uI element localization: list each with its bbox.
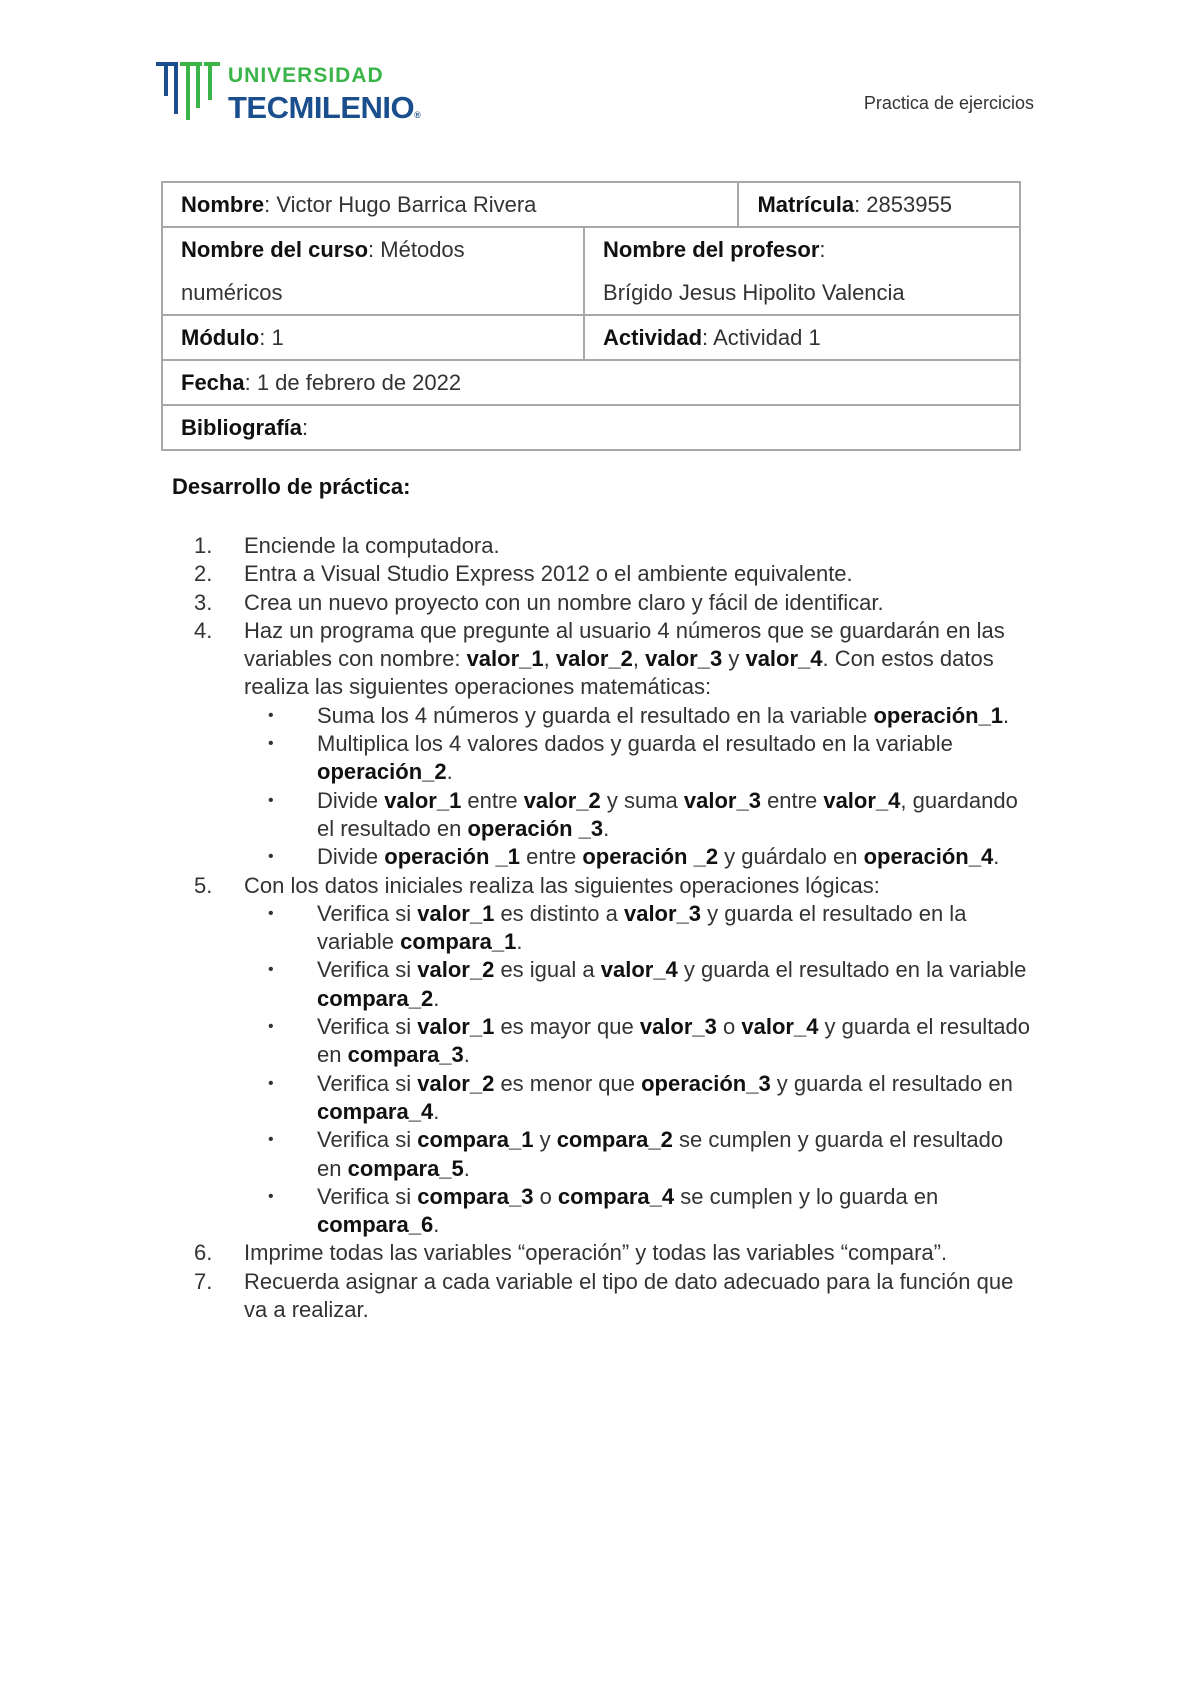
variable-name: valor_1 [417, 900, 495, 926]
matricula-value: 2853955 [866, 192, 952, 217]
modulo-label: Módulo [181, 325, 260, 350]
text-run: se cumplen y guarda el resultado en [317, 1127, 1004, 1181]
practice-section [172, 472, 1032, 1324]
curso-cell: Nombre del curso: Métodos numéricos [162, 227, 584, 315]
text-run: entre [519, 844, 583, 870]
bullet-icon: • [268, 961, 274, 979]
bullet-icon: • [268, 904, 274, 922]
list-item [172, 1268, 1032, 1325]
text-run: . [463, 1042, 470, 1068]
actividad-cell: Actividad: Actividad 1 [584, 315, 1020, 360]
list-item [172, 956, 1032, 1013]
step-text: Recuerda asignar a cada variable el tipo de dato adecuado para la función que va a realizar. [244, 1268, 1014, 1323]
modulo-value: 1 [271, 325, 284, 350]
table-row [162, 315, 1020, 360]
variable-name: valor_2 [417, 1070, 495, 1096]
variable-name: valor_3 [623, 900, 702, 926]
logo-line-2 [228, 90, 420, 126]
variable-name: compara_1 [400, 929, 517, 955]
text-run: Verifica si [317, 957, 418, 983]
text-run: y [722, 646, 746, 672]
math-operations-list [244, 702, 1032, 872]
list-item [172, 843, 1032, 871]
variable-name: valor_1 [466, 646, 544, 672]
text-run: Verifica si [317, 1183, 418, 1209]
step-number: 1. [194, 533, 213, 558]
text-run: . [1003, 702, 1010, 728]
variable-name: valor_1 [384, 787, 462, 813]
logo-line-2-text: TECMILENIO [228, 90, 415, 125]
list-item [172, 617, 1032, 872]
text-run: y [533, 1127, 557, 1153]
variable-name: compara_4 [557, 1183, 675, 1209]
variable-name: valor_4 [745, 646, 823, 672]
list-item [172, 1183, 1032, 1240]
step-number: 3. [194, 589, 213, 615]
nombre-value: Victor Hugo Barrica Rivera [276, 192, 537, 217]
table-row [162, 182, 1020, 227]
variable-name: compara_1 [417, 1127, 534, 1153]
profesor-value: Brígido Jesus Hipolito Valencia [603, 280, 905, 305]
variable-name: compara_6 [317, 1212, 434, 1238]
text-run: y guarda el resultado en la variable [317, 900, 967, 955]
text-run: y guarda el resultado en la variable [677, 957, 1027, 983]
text-run: . [463, 1155, 470, 1181]
step-text: Crea un nuevo proyecto con un nombre claro y fácil de identificar. [244, 589, 884, 615]
step-text: Con los datos iniciales realiza las siguientes operaciones lógicas: [244, 872, 880, 898]
text-run: es distinto a [494, 900, 624, 926]
text-run: , [543, 646, 556, 672]
variable-name: operación _2 [582, 844, 719, 870]
step-number: 7. [194, 1268, 213, 1294]
list-item [172, 702, 1032, 730]
variable-name: operación_3 [641, 1070, 771, 1096]
step-text [244, 618, 1005, 700]
matricula-cell: Matrícula: 2853955 [738, 182, 1020, 227]
text-run: Verifica si [317, 1127, 418, 1153]
fecha-cell: Fecha: 1 de febrero de 2022 [162, 360, 1020, 405]
list-item [172, 1126, 1032, 1183]
curso-value: Métodos numéricos [181, 237, 465, 305]
list-item [172, 532, 1032, 560]
step-text: Imprime todas las variables “operación” y todas las variables “compara”. [244, 1240, 948, 1266]
text-run: Divide [317, 787, 385, 813]
variable-name: operación _3 [467, 815, 604, 841]
step-number: 4. [194, 617, 213, 643]
text-run: o [533, 1183, 558, 1209]
profesor-label: Nombre del profesor [603, 237, 820, 262]
step-number: 2. [194, 561, 213, 587]
variable-name: operación_1 [873, 702, 1004, 728]
list-item [172, 1070, 1032, 1127]
university-logo [156, 60, 456, 126]
text-run: , guardando el resultado en [317, 787, 1018, 841]
text-run: o [716, 1014, 742, 1040]
list-item [172, 872, 1032, 1240]
text-run: Verifica si [317, 1014, 418, 1040]
profesor-cell: Nombre del profesor: Brígido Jesus Hipolito Valencia [584, 227, 1020, 315]
text-run: Multiplica los 4 valores dados y guarda el resultado en la variable [317, 731, 953, 757]
steps-list [172, 532, 1032, 1324]
list-item [172, 787, 1032, 844]
text-run: . [993, 844, 1000, 870]
step-number: 6. [194, 1240, 213, 1266]
text-run: y guarda el resultado en [770, 1070, 1013, 1096]
text-run: es mayor que [494, 1014, 640, 1040]
text-run: . Con estos datos realiza las siguientes operaciones matemáticas: [244, 646, 994, 700]
variable-name: compara_5 [347, 1155, 464, 1181]
variable-name: valor_3 [639, 1014, 717, 1040]
variable-name: valor_4 [741, 1014, 819, 1040]
text-run: y suma [600, 787, 684, 813]
variable-name: compara_2 [317, 985, 434, 1011]
text-run: es igual a [494, 957, 601, 983]
bibliografia-label: Bibliografía [181, 415, 303, 440]
table-row [162, 227, 1020, 315]
variable-name: valor_2 [523, 787, 601, 813]
text-run: . [446, 759, 453, 785]
text-run: entre [760, 787, 824, 813]
step-number: 5. [194, 872, 213, 898]
variable-name: valor_1 [417, 1014, 495, 1040]
text-run: y guárdalo en [718, 844, 864, 870]
text-run: . [433, 1098, 440, 1124]
text-run: . [433, 985, 440, 1011]
actividad-value: Actividad 1 [713, 325, 821, 350]
variable-name: valor_3 [683, 787, 761, 813]
curso-label: Nombre del curso [181, 237, 369, 262]
text-run: . [516, 929, 523, 955]
variable-name: valor_4 [823, 787, 901, 813]
matricula-label: Matrícula [757, 192, 855, 217]
variable-name: valor_2 [417, 957, 495, 983]
text-run: y guarda el resultado en [317, 1014, 1031, 1068]
logo-registered-mark: ® [414, 110, 421, 120]
text-run: Suma los 4 números y guarda el resultado en la variable [317, 702, 874, 728]
text-run: Divide [317, 844, 385, 870]
variable-name: compara_2 [556, 1127, 673, 1153]
step-text: Enciende la computadora. [244, 533, 500, 558]
list-item [172, 1013, 1032, 1070]
bullet-icon: • [268, 1187, 274, 1205]
text-run: Haz un programa que pregunte al usuario 4 números que se guardarán en las variables con nombre: [244, 617, 1005, 672]
list-item [172, 589, 1032, 617]
table-row [162, 360, 1020, 405]
fecha-label: Fecha [181, 370, 245, 395]
variable-name: valor_4 [600, 957, 678, 983]
text-run: . [433, 1212, 440, 1238]
text-run: Verifica si [317, 1070, 418, 1096]
table-row [162, 405, 1020, 450]
text-run: . [603, 815, 610, 841]
variable-name: valor_3 [645, 646, 723, 672]
text-run: es menor que [494, 1070, 642, 1096]
nombre-cell: Nombre: Victor Hugo Barrica Rivera [162, 182, 738, 227]
fecha-value: 1 de febrero de 2022 [256, 370, 462, 395]
text-run: entre [461, 787, 524, 813]
variable-name: compara_3 [347, 1042, 464, 1068]
list-item [172, 1239, 1032, 1267]
variable-name: compara_3 [417, 1183, 534, 1209]
tecmilenio-logo-icon [156, 62, 220, 122]
bullet-icon: • [268, 1131, 274, 1149]
nombre-label: Nombre [181, 192, 265, 217]
bibliografia-cell: Bibliografía: [162, 405, 1020, 450]
actividad-label: Actividad [603, 325, 703, 350]
variable-name: valor_2 [555, 646, 633, 672]
section-title: Desarrollo de práctica: [172, 474, 411, 499]
bullet-icon: • [268, 706, 274, 724]
variable-name: operación _1 [384, 844, 520, 870]
bullet-icon: • [268, 791, 274, 809]
text-run: Verifica si [317, 900, 418, 926]
bullet-icon: • [268, 848, 274, 866]
bullet-icon: • [268, 735, 274, 753]
logic-operations-list [244, 900, 1032, 1240]
variable-name: operación_4 [863, 844, 994, 870]
modulo-cell: Módulo: 1 [162, 315, 584, 360]
logo-line-1: UNIVERSIDAD [228, 64, 384, 87]
document-title: Practica de ejercicios [863, 93, 1034, 113]
student-info-table [161, 181, 1021, 451]
list-item [172, 900, 1032, 957]
text-run: , [632, 646, 646, 672]
text-run: se cumplen y lo guarda en [674, 1183, 939, 1209]
bullet-icon: • [268, 1018, 274, 1036]
variable-name: compara_4 [317, 1098, 434, 1124]
step-text: Entra a Visual Studio Express 2012 o el ambiente equivalente. [244, 561, 853, 587]
list-item [172, 730, 1032, 787]
bullet-icon: • [268, 1074, 274, 1092]
list-item [172, 560, 1032, 588]
variable-name: operación_2 [317, 759, 447, 785]
